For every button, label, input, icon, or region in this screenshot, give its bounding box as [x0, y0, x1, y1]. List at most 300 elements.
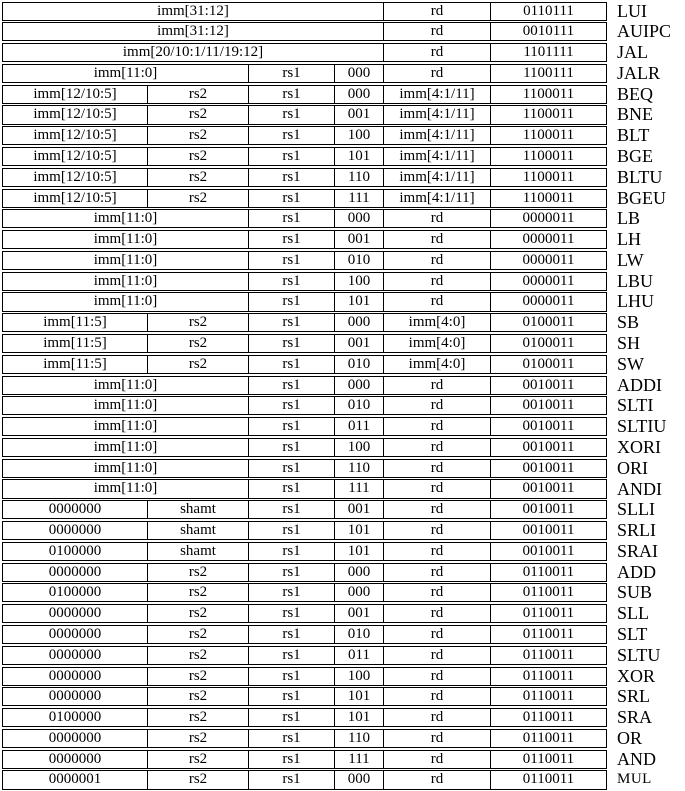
field-cell: imm[11:0]	[3, 210, 249, 227]
encoding-fields	[2, 22, 607, 41]
field-cell: rs1	[249, 273, 335, 290]
instruction-row	[2, 479, 685, 498]
instruction-label: SLTIU	[617, 416, 667, 437]
field-cell: rd	[384, 418, 491, 435]
encoding-fields	[2, 209, 607, 228]
instruction-label: SLL	[617, 603, 650, 624]
field-cell: imm[12/10:5]	[3, 127, 148, 144]
field-cell: rs1	[249, 605, 335, 622]
encoding-fields	[2, 292, 607, 311]
field-cell: 0110011	[522, 729, 575, 746]
field-cell: 0000000	[3, 668, 148, 685]
field-cell: imm[11:0]	[3, 293, 249, 310]
instruction-label: AND	[617, 748, 656, 769]
instruction-label: BEQ	[617, 83, 653, 104]
field-cell: rd	[384, 668, 491, 685]
encoding-fields	[2, 105, 607, 124]
field-cell: imm[4:0]	[384, 314, 491, 331]
field-cell: 110	[335, 169, 384, 186]
encoding-fields	[2, 708, 607, 727]
field-cell: 000	[335, 377, 384, 394]
instruction-label: SH	[617, 333, 641, 354]
field-cell: 0110011	[522, 709, 575, 726]
field-cell: 111	[335, 190, 384, 207]
field-cell: rs1	[249, 709, 335, 726]
field-cell: imm[11:0]	[3, 397, 249, 414]
instruction-row	[2, 147, 685, 166]
encoding-fields	[2, 521, 607, 540]
field-cell: rs1	[249, 584, 335, 601]
field-cell: rs1	[249, 397, 335, 414]
field-cell: imm[4:1/11]	[384, 169, 491, 186]
field-cell: rs1	[249, 127, 335, 144]
encoding-fields	[2, 376, 607, 395]
field-cell: 100	[335, 273, 384, 290]
instruction-label: SLLI	[617, 499, 655, 520]
field-cell: imm[31:12]	[3, 3, 384, 20]
field-cell: imm[11:0]	[3, 65, 249, 82]
field-cell: rd	[384, 210, 491, 227]
instruction-row	[2, 583, 685, 602]
field-cell: 001	[335, 231, 384, 248]
instruction-label: SRA	[617, 707, 653, 728]
field-cell: rs2	[148, 626, 249, 643]
field-cell: 0000011	[522, 293, 575, 310]
field-cell: rs2	[148, 148, 249, 165]
field-cell: 0010011	[522, 522, 575, 539]
field-cell: rd	[384, 44, 491, 61]
instruction-label: ANDI	[617, 478, 662, 499]
field-cell: 0010011	[522, 438, 575, 455]
field-cell: rs2	[148, 356, 249, 373]
field-cell: rs1	[249, 730, 335, 747]
encoding-fields	[2, 85, 607, 104]
field-cell: rs2	[148, 647, 249, 664]
field-cell: imm[12/10:5]	[3, 106, 148, 123]
field-cell: 000	[335, 771, 384, 788]
field-cell: rs1	[249, 190, 335, 207]
instruction-row	[2, 105, 685, 124]
field-cell: 0010011	[522, 501, 575, 518]
field-cell: imm[11:0]	[3, 480, 249, 497]
field-cell: 0000000	[3, 501, 148, 518]
field-cell: 100	[335, 127, 384, 144]
field-cell: 101	[335, 293, 384, 310]
field-cell: rs1	[249, 626, 335, 643]
encoding-fields	[2, 251, 607, 270]
instruction-row	[2, 376, 685, 395]
field-cell: 010	[335, 252, 384, 269]
instruction-row	[2, 459, 685, 478]
field-cell: 0100000	[3, 584, 148, 601]
field-cell: 101	[335, 543, 384, 560]
field-cell: 1100011	[522, 168, 575, 185]
instruction-row	[2, 750, 685, 769]
instruction-row	[2, 396, 685, 415]
instruction-row	[2, 43, 685, 62]
instruction-row	[2, 770, 685, 789]
field-cell: rd	[384, 605, 491, 622]
field-cell: 0110011	[522, 605, 575, 622]
encoding-fields	[2, 334, 607, 353]
field-cell: rd	[384, 480, 491, 497]
field-cell: rs1	[249, 252, 335, 269]
encoding-fields	[2, 604, 607, 623]
field-cell: rs1	[249, 418, 335, 435]
field-cell: 0010011	[522, 376, 575, 393]
instruction-row	[2, 251, 685, 270]
field-cell: 0000000	[3, 730, 148, 747]
field-cell: rs1	[249, 564, 335, 581]
field-cell: 1100011	[522, 147, 575, 164]
instruction-row	[2, 500, 685, 519]
instruction-label: LBU	[617, 270, 653, 291]
field-cell: 0000011	[522, 251, 575, 268]
field-cell: imm[11:5]	[3, 314, 148, 331]
field-cell: rd	[384, 231, 491, 248]
field-cell: 0000011	[522, 272, 575, 289]
field-cell: 0000000	[3, 626, 148, 643]
field-cell: rs2	[148, 668, 249, 685]
field-cell: 110	[335, 730, 384, 747]
field-cell: rs2	[148, 190, 249, 207]
instruction-label: LH	[617, 229, 641, 250]
field-cell: rs2	[148, 314, 249, 331]
instruction-label: JALR	[617, 62, 661, 83]
field-cell: rd	[384, 543, 491, 560]
field-cell: imm[12/10:5]	[3, 190, 148, 207]
instruction-row	[2, 687, 685, 706]
encoding-fields	[2, 43, 607, 62]
field-cell: 001	[335, 501, 384, 518]
field-cell: 0110011	[522, 646, 575, 663]
field-cell: 010	[335, 397, 384, 414]
field-cell: rs2	[148, 584, 249, 601]
field-cell: rs2	[148, 335, 249, 352]
field-cell: imm[4:1/11]	[384, 190, 491, 207]
instruction-row	[2, 272, 685, 291]
field-cell: 1100111	[523, 64, 574, 81]
field-cell: 1100011	[522, 85, 575, 102]
field-cell: rs1	[249, 293, 335, 310]
instruction-label: SLTI	[617, 395, 654, 416]
encoding-fields	[2, 438, 607, 457]
field-cell: rs2	[148, 127, 249, 144]
instruction-row	[2, 355, 685, 374]
field-cell: rd	[384, 626, 491, 643]
instruction-row	[2, 646, 685, 665]
field-cell: 000	[335, 314, 384, 331]
field-cell: rs2	[148, 730, 249, 747]
field-cell: 0000011	[522, 231, 575, 248]
field-cell: rs1	[249, 106, 335, 123]
field-cell: 0000000	[3, 647, 148, 664]
field-cell: imm[20/10:1/11/19:12]	[3, 44, 384, 61]
field-cell: 0000000	[3, 522, 148, 539]
field-cell: rd	[384, 65, 491, 82]
encoding-fields	[2, 750, 607, 769]
field-cell: 001	[335, 335, 384, 352]
encoding-fields	[2, 479, 607, 498]
field-cell: rs1	[249, 460, 335, 477]
field-cell: rd	[384, 439, 491, 456]
instruction-label: SLT	[617, 623, 648, 644]
field-cell: rs1	[249, 543, 335, 560]
instruction-label: LUI	[617, 0, 647, 21]
field-cell: imm[11:0]	[3, 273, 249, 290]
field-cell: rs1	[249, 356, 335, 373]
field-cell: 001	[335, 106, 384, 123]
field-cell: 111	[335, 751, 384, 768]
field-cell: rs2	[148, 709, 249, 726]
field-cell: 0100000	[3, 709, 148, 726]
field-cell: 000	[335, 65, 384, 82]
field-cell: imm[12/10:5]	[3, 148, 148, 165]
instruction-label: XORI	[617, 436, 661, 457]
field-cell: rd	[384, 501, 491, 518]
instruction-label: SW	[617, 353, 644, 374]
instruction-row	[2, 563, 685, 582]
field-cell: imm[4:0]	[384, 335, 491, 352]
field-cell: 0100000	[3, 543, 148, 560]
field-cell: 0000011	[522, 210, 575, 227]
field-cell: 0000001	[3, 771, 148, 788]
instruction-label: SLTU	[617, 644, 661, 665]
field-cell: rs1	[249, 231, 335, 248]
instruction-label: SRLI	[617, 520, 657, 541]
field-cell: 0110011	[522, 625, 575, 642]
field-cell: 1100011	[522, 189, 575, 206]
field-cell: rd	[384, 522, 491, 539]
field-cell: rd	[384, 377, 491, 394]
field-cell: 1101111	[523, 44, 574, 61]
field-cell: 0100011	[522, 335, 575, 351]
field-cell: rd	[384, 273, 491, 290]
field-cell: rd	[384, 23, 491, 40]
field-cell: 101	[335, 522, 384, 539]
instruction-table	[2, 2, 685, 790]
field-cell: 000	[335, 584, 384, 601]
instruction-row	[2, 230, 685, 249]
instruction-row	[2, 438, 685, 457]
instruction-label: BLT	[617, 125, 650, 146]
instruction-label: BGE	[617, 146, 653, 167]
instruction-label: SB	[617, 312, 640, 333]
field-cell: 100	[335, 439, 384, 456]
instruction-label: OR	[617, 727, 643, 748]
field-cell: rs1	[249, 210, 335, 227]
field-cell: rd	[384, 564, 491, 581]
field-cell: shamt	[148, 501, 249, 518]
field-cell: rd	[384, 397, 491, 414]
field-cell: 0010011	[522, 418, 575, 435]
field-cell: 0110011	[522, 688, 575, 705]
field-cell: rs1	[249, 169, 335, 186]
instruction-row	[2, 189, 685, 208]
instruction-row	[2, 209, 685, 228]
instruction-row	[2, 604, 685, 623]
field-cell: rs1	[249, 148, 335, 165]
field-cell: rs1	[249, 647, 335, 664]
field-cell: 011	[335, 418, 384, 435]
field-cell: rs1	[249, 751, 335, 768]
field-cell: rs2	[148, 564, 249, 581]
encoding-fields	[2, 230, 607, 249]
field-cell: 0000000	[3, 688, 148, 705]
field-cell: rs2	[148, 751, 249, 768]
field-cell: 0010011	[522, 397, 575, 414]
field-cell: rs1	[249, 522, 335, 539]
field-cell: rs1	[249, 314, 335, 331]
field-cell: rs1	[249, 65, 335, 82]
instruction-label: JAL	[617, 42, 648, 63]
instruction-row	[2, 521, 685, 540]
encoding-fields	[2, 313, 607, 332]
field-cell: 0110011	[522, 584, 575, 601]
field-cell: rd	[384, 647, 491, 664]
field-cell: rs1	[249, 480, 335, 497]
field-cell: 0100011	[522, 355, 575, 372]
field-cell: 000	[335, 86, 384, 103]
field-cell: imm[11:5]	[3, 356, 148, 373]
field-cell: rs2	[148, 688, 249, 705]
encoding-fields	[2, 168, 607, 187]
instruction-row	[2, 667, 685, 686]
encoding-fields	[2, 729, 607, 748]
field-cell: 0110011	[522, 750, 575, 767]
field-cell: imm[11:0]	[3, 377, 249, 394]
encoding-fields	[2, 2, 607, 21]
field-cell: 111	[335, 480, 384, 497]
field-cell: rd	[384, 751, 491, 768]
field-cell: rs1	[249, 377, 335, 394]
field-cell: 0000000	[3, 751, 148, 768]
encoding-fields	[2, 583, 607, 602]
encoding-fields	[2, 126, 607, 145]
instruction-row	[2, 168, 685, 187]
field-cell: rd	[384, 460, 491, 477]
encoding-fields	[2, 542, 607, 561]
field-cell: 001	[335, 605, 384, 622]
field-cell: rd	[384, 730, 491, 747]
field-cell: imm[11:5]	[3, 335, 148, 352]
field-cell: rd	[384, 293, 491, 310]
encoding-fields	[2, 625, 607, 644]
instruction-label: BNE	[617, 104, 653, 125]
encoding-fields	[2, 667, 607, 686]
field-cell: 0110011	[522, 771, 575, 788]
field-cell: imm[11:0]	[3, 231, 249, 248]
instruction-label: ORI	[617, 457, 648, 478]
field-cell: imm[4:1/11]	[384, 127, 491, 144]
field-cell: imm[11:0]	[3, 418, 249, 435]
encoding-fields	[2, 687, 607, 706]
encoding-fields	[2, 355, 607, 374]
encoding-fields	[2, 64, 607, 83]
instruction-label: SRL	[617, 686, 651, 707]
field-cell: 000	[335, 210, 384, 227]
instruction-row	[2, 64, 685, 83]
instruction-row	[2, 85, 685, 104]
instruction-label: SRAI	[617, 540, 659, 561]
field-cell: rd	[384, 584, 491, 601]
field-cell: 0110011	[522, 563, 575, 580]
instruction-label: SUB	[617, 582, 653, 603]
instruction-label: BLTU	[617, 166, 663, 187]
field-cell: rs2	[148, 771, 249, 788]
field-cell: rs1	[249, 501, 335, 518]
field-cell: 0000000	[3, 605, 148, 622]
field-cell: 101	[335, 688, 384, 705]
field-cell: 1100011	[522, 127, 575, 144]
field-cell: rs2	[148, 86, 249, 103]
encoding-fields	[2, 147, 607, 166]
field-cell: 0110111	[523, 2, 574, 19]
field-cell: imm[4:1/11]	[384, 86, 491, 103]
instruction-row	[2, 22, 685, 41]
field-cell: imm[12/10:5]	[3, 169, 148, 186]
field-cell: 100	[335, 668, 384, 685]
instruction-label: AUIPC	[617, 21, 672, 42]
field-cell: 110	[335, 460, 384, 477]
encoding-fields	[2, 770, 607, 789]
instruction-label: MUL	[617, 771, 652, 788]
encoding-fields	[2, 417, 607, 436]
field-cell: rd	[384, 709, 491, 726]
field-cell: rs1	[249, 668, 335, 685]
field-cell: 0010111	[522, 23, 575, 40]
field-cell: imm[4:1/11]	[384, 106, 491, 123]
field-cell: 010	[335, 626, 384, 643]
field-cell: rd	[384, 688, 491, 705]
field-cell: 0000000	[3, 564, 148, 581]
instruction-label: LB	[617, 208, 641, 229]
field-cell: imm[31:12]	[3, 23, 384, 40]
field-cell: rs2	[148, 605, 249, 622]
field-cell: rs1	[249, 439, 335, 456]
field-cell: imm[4:1/11]	[384, 148, 491, 165]
field-cell: imm[11:0]	[3, 460, 249, 477]
field-cell: 0110011	[522, 667, 575, 684]
instruction-row	[2, 313, 685, 332]
encoding-fields	[2, 396, 607, 415]
instruction-row	[2, 708, 685, 727]
field-cell: 0100011	[522, 314, 575, 331]
encoding-fields	[2, 563, 607, 582]
instruction-label: BGEU	[617, 187, 666, 208]
field-cell: rs1	[249, 688, 335, 705]
field-cell: rs2	[148, 169, 249, 186]
instruction-label: LHU	[617, 291, 654, 312]
field-cell: rs1	[249, 335, 335, 352]
field-cell: shamt	[148, 543, 249, 560]
encoding-fields	[2, 272, 607, 291]
encoding-fields	[2, 459, 607, 478]
field-cell: 0010011	[522, 459, 575, 476]
field-cell: rs1	[249, 771, 335, 788]
instruction-label: LW	[617, 249, 644, 270]
field-cell: 000	[335, 564, 384, 581]
field-cell: imm[11:0]	[3, 439, 249, 456]
instruction-row	[2, 126, 685, 145]
field-cell: 010	[335, 356, 384, 373]
field-cell: rs1	[249, 86, 335, 103]
field-cell: 0010011	[522, 480, 575, 497]
field-cell: imm[12/10:5]	[3, 86, 148, 103]
field-cell: 0010011	[522, 542, 575, 559]
field-cell: imm[11:0]	[3, 252, 249, 269]
instruction-label: ADDI	[617, 374, 662, 395]
